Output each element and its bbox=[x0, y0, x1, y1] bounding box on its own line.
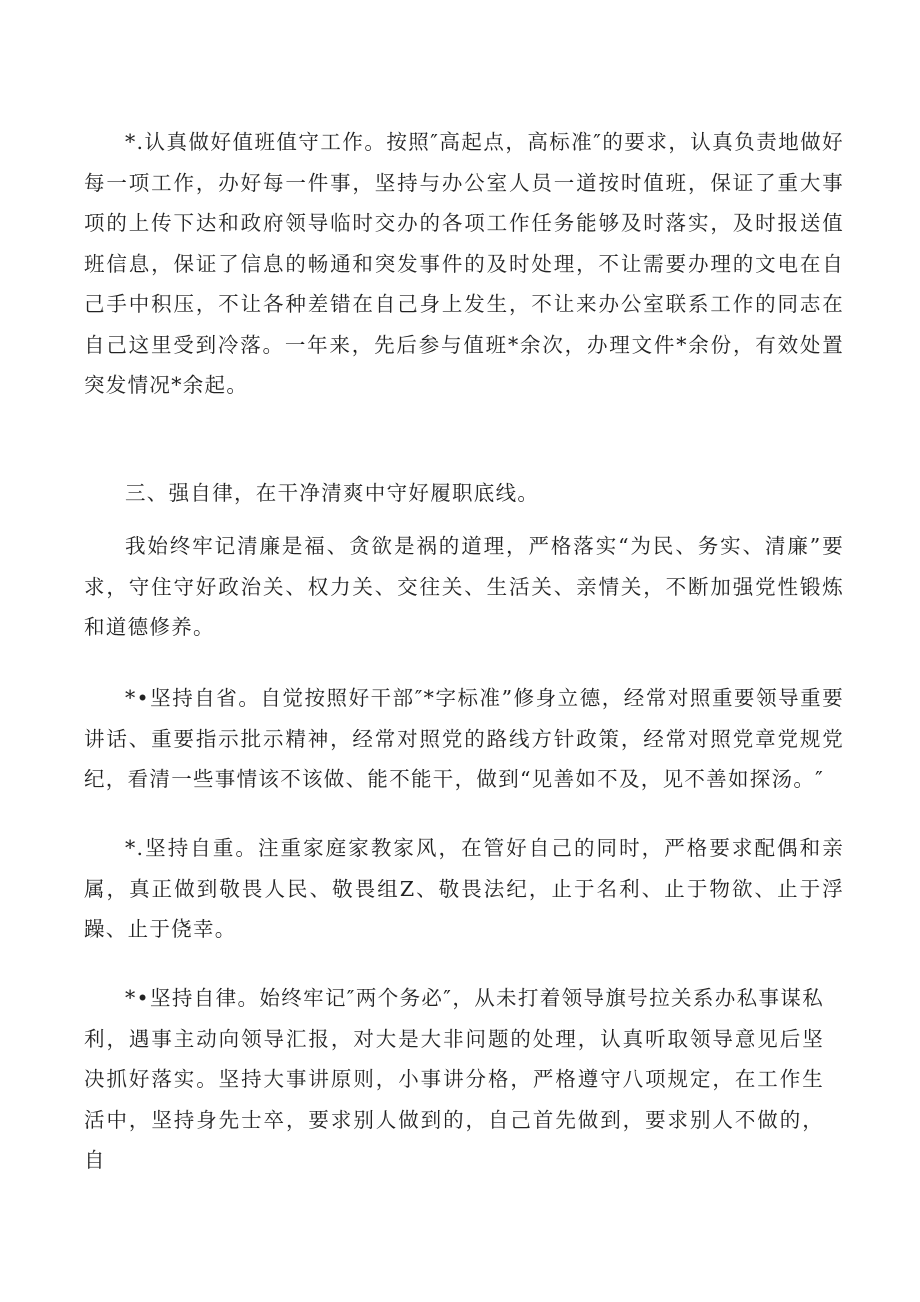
paragraph-integrity: 我始终牢记清廉是福、贪欲是祸的道理，严格落实“为民、务实、清廉”要求，守住守好政治关、权力关、交往关、生活关、亲情关，不断加强党性锻炼和道德修养。 bbox=[84, 534, 844, 639]
section-heading-self-discipline: 三、强自律，在干净清爽中守好履职底线。 bbox=[125, 481, 540, 505]
paragraph-duty-work: *.认真做好值班值守工作。按照″高起点，高标准″的要求，认真负责地做好每一项工作，办好每一件事，坚持与办公室人员一道按时值班，保证了重大事项的上传下达和政府领导临时交办的各项工作任务能够及时落实，及时报送值班信息，保证了信息的畅通和突发事件的及时处理，不让需要办理的文电在自己手中积压，不让各种差错在自己身上发生，不让来办公室联系工作的同志在自己这里受到冷落。一年来，先后参与值班*余次，办理文件*余份，有效处置突发情况*余起。 bbox=[84, 130, 844, 397]
paragraph-self-reflection: *•坚持自省。自觉按照好干部″*字标准”修身立德，经常对照重要领导重要讲话、重要指示批示精神，经常对照党的路线方针政策，经常对照党章党规党纪，看清一些事情该不该做、能不能干，做到“见善如不及，见不善如探汤。″ bbox=[84, 686, 844, 791]
paragraph-self-discipline: *•坚持自律。始终牢记″两个务必″，从未打着领导旗号拉关系办私事谋私利，遇事主动向领导汇报，对大是大非问题的处理，认真听取领导意见后坚决抓好落实。坚持大事讲原则，小事讲分格，严格遵守八项规定，在工作生活中，坚持身先士卒，要求别人做到的，自己首先做到，要求别人不做的，自 bbox=[84, 986, 824, 1172]
paragraph-self-respect: *.坚持自重。注重家庭家教家风，在管好自己的同时，严格要求配偶和亲属，真正做到敬畏人民、敬畏组Z、敬畏法纪，止于名利、止于物欲、止于浮躁、止于侥幸。 bbox=[84, 836, 844, 941]
